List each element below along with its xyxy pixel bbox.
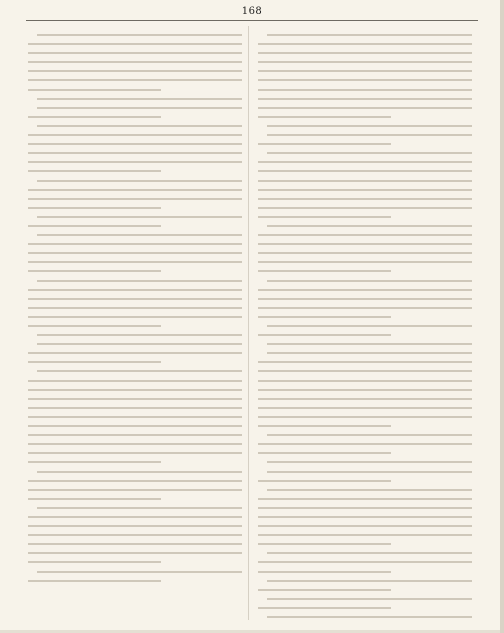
print-line xyxy=(258,421,472,430)
print-line xyxy=(28,185,242,194)
print-line xyxy=(28,448,242,457)
print-line xyxy=(28,430,242,439)
header-rule xyxy=(26,20,478,21)
print-line xyxy=(28,321,242,330)
print-line xyxy=(28,330,242,339)
print-line xyxy=(258,357,472,366)
print-line xyxy=(258,112,472,121)
print-line xyxy=(28,230,242,239)
print-line xyxy=(258,121,472,130)
print-line xyxy=(258,85,472,94)
print-line xyxy=(258,157,472,166)
print-line xyxy=(258,576,472,585)
print-line xyxy=(28,30,242,39)
print-line xyxy=(258,139,472,148)
print-line xyxy=(28,166,242,175)
left-column-print-lines xyxy=(28,30,242,585)
print-line xyxy=(28,348,242,357)
left-text-column xyxy=(28,26,242,620)
print-line xyxy=(28,539,242,548)
print-line xyxy=(258,185,472,194)
print-line xyxy=(28,294,242,303)
print-line xyxy=(28,130,242,139)
print-line xyxy=(28,385,242,394)
print-line xyxy=(28,357,242,366)
print-line xyxy=(258,166,472,175)
print-line xyxy=(28,39,242,48)
print-line xyxy=(28,157,242,166)
print-line xyxy=(258,321,472,330)
print-line xyxy=(258,257,472,266)
print-line xyxy=(28,203,242,212)
print-line xyxy=(258,448,472,457)
print-line xyxy=(28,221,242,230)
print-line xyxy=(258,194,472,203)
print-line xyxy=(28,376,242,385)
print-line xyxy=(28,439,242,448)
print-line xyxy=(258,612,472,620)
print-line xyxy=(28,212,242,221)
print-line xyxy=(258,467,472,476)
print-line xyxy=(258,221,472,230)
print-line xyxy=(28,103,242,112)
print-line xyxy=(28,412,242,421)
print-line xyxy=(258,248,472,257)
print-line xyxy=(28,57,242,66)
print-line xyxy=(28,485,242,494)
print-line xyxy=(258,276,472,285)
print-line xyxy=(258,48,472,57)
print-line xyxy=(28,248,242,257)
print-line xyxy=(258,176,472,185)
print-line xyxy=(28,421,242,430)
print-line xyxy=(28,75,242,84)
print-line xyxy=(28,266,242,275)
print-line xyxy=(28,112,242,121)
print-line xyxy=(258,603,472,612)
print-line xyxy=(258,430,472,439)
print-line xyxy=(258,548,472,557)
print-line xyxy=(258,94,472,103)
print-line xyxy=(28,48,242,57)
print-line xyxy=(28,530,242,539)
print-line xyxy=(258,285,472,294)
print-line xyxy=(28,94,242,103)
print-line xyxy=(258,403,472,412)
print-line xyxy=(258,348,472,357)
print-line xyxy=(28,467,242,476)
print-line xyxy=(258,39,472,48)
print-line xyxy=(28,521,242,530)
print-line xyxy=(258,530,472,539)
print-line xyxy=(258,476,472,485)
print-line xyxy=(258,103,472,112)
print-line xyxy=(258,339,472,348)
print-line xyxy=(258,385,472,394)
print-line xyxy=(28,576,242,585)
print-line xyxy=(28,148,242,157)
print-line xyxy=(28,512,242,521)
print-line xyxy=(28,176,242,185)
print-line xyxy=(258,594,472,603)
print-line xyxy=(258,485,472,494)
print-line xyxy=(28,339,242,348)
print-line xyxy=(28,239,242,248)
print-line xyxy=(258,239,472,248)
print-line xyxy=(258,212,472,221)
print-line xyxy=(28,312,242,321)
print-line xyxy=(258,412,472,421)
print-line xyxy=(258,557,472,566)
print-line xyxy=(28,476,242,485)
print-line xyxy=(28,194,242,203)
print-line xyxy=(28,366,242,375)
print-line xyxy=(258,330,472,339)
print-line xyxy=(258,376,472,385)
column-gutter xyxy=(248,26,249,620)
right-column-print-lines xyxy=(258,30,472,620)
page-number: 168 xyxy=(241,6,263,17)
print-line xyxy=(28,303,242,312)
print-line xyxy=(258,266,472,275)
print-line xyxy=(258,521,472,530)
print-line xyxy=(28,394,242,403)
print-line xyxy=(28,139,242,148)
print-line xyxy=(258,394,472,403)
print-line xyxy=(28,494,242,503)
print-line xyxy=(258,585,472,594)
print-line xyxy=(258,30,472,39)
print-line xyxy=(258,66,472,75)
print-line xyxy=(258,203,472,212)
print-line xyxy=(258,303,472,312)
print-line xyxy=(28,121,242,130)
print-line xyxy=(258,57,472,66)
print-line xyxy=(28,548,242,557)
print-line xyxy=(28,285,242,294)
print-line xyxy=(28,403,242,412)
print-line xyxy=(258,457,472,466)
right-text-column xyxy=(258,26,472,620)
print-line xyxy=(258,503,472,512)
print-line xyxy=(258,494,472,503)
print-line xyxy=(258,312,472,321)
print-line xyxy=(28,66,242,75)
print-line xyxy=(28,557,242,566)
print-line xyxy=(258,230,472,239)
print-line xyxy=(258,366,472,375)
print-line xyxy=(258,148,472,157)
print-line xyxy=(28,457,242,466)
print-line xyxy=(258,567,472,576)
print-line xyxy=(258,512,472,521)
print-line xyxy=(258,75,472,84)
print-line xyxy=(28,567,242,576)
print-line xyxy=(258,439,472,448)
print-line xyxy=(258,130,472,139)
print-line xyxy=(28,257,242,266)
print-line xyxy=(28,503,242,512)
print-line xyxy=(258,294,472,303)
print-line xyxy=(28,85,242,94)
print-line xyxy=(28,276,242,285)
print-line xyxy=(258,539,472,548)
